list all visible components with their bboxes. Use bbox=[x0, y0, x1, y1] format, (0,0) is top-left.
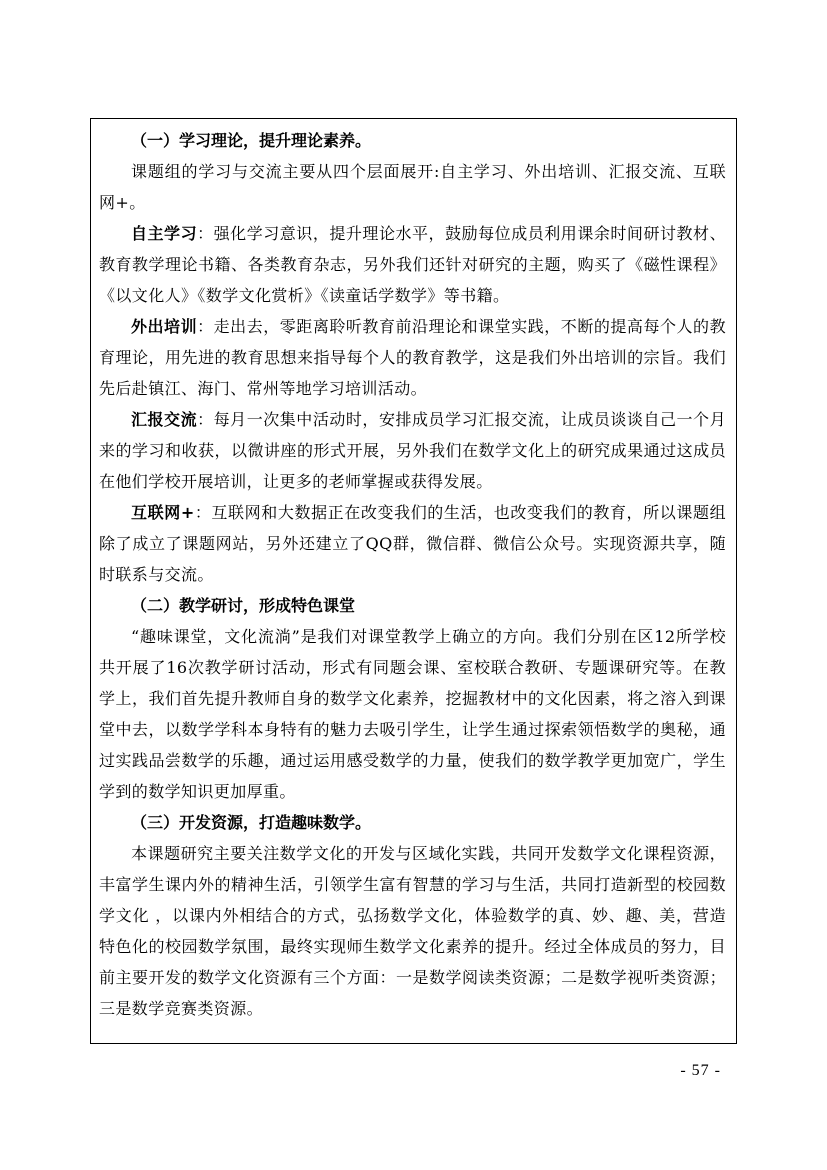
paragraph-training bbox=[99, 311, 726, 404]
lead-self-study: 自主学习 bbox=[131, 224, 198, 243]
page-number: - 57 - bbox=[680, 1062, 721, 1079]
text-report: ：每月一次集中活动时，安排成员学习汇报交流，让成员谈谈自己一个月来的学习和收获，以微讲座的形式开展，另外我们在数学文化上的研究成果通过这成员在他们学校开展培训，让更多的老师掌握或获得发展。 bbox=[99, 410, 726, 491]
paragraph-teaching: “趣味课堂，文化流淌”是我们对课堂教学上确立的方向。我们分别在区12所学校共开展了16次教学研讨活动，形式有同题会课、室校联合教研、专题课研究等。在教学上，我们首先提升教师自身的数学文化素养，挖掘教材中的文化因素，将之溶入到课堂中去，以数学学科本身特有的魅力去吸引学生，让学生通过探索领悟数学的奥秘，通过实践品尝数学的乐趣，通过运用感受数学的力量，使我们的数学教学更加宽广，学生学到的数学知识更加厚重。 bbox=[99, 627, 726, 801]
paragraph-report bbox=[99, 404, 726, 497]
section-heading-3: （三）开发资源，打造趣味数学。 bbox=[131, 813, 372, 832]
paragraph-internet bbox=[99, 497, 726, 590]
paragraph-self-study bbox=[99, 218, 726, 311]
paragraph-resources: 本课题研究主要关注数学文化的开发与区域化实践，共同开发数学文化课程资源，丰富学生课内外的精神生活，引领学生富有智慧的学习与生活，共同打造新型的校园数学文化 ，以课内外相结合的方式，弘扬数学文化，体验数学的真、妙、趣、美，营造特色化的校园数学氛围，最终实现师生数学文化素养的提升。经过全体成员的努力，目前主要开发的数学文化资源有三个方面：一是数学阅读类资源；二是数学视听类资源；三是数学竞赛类资源。 bbox=[99, 844, 726, 1018]
text-training: ：走出去，零距离聆听教育前沿理论和课堂实践，不断的提高每个人的教育理论，用先进的教育思想来指导每个人的教育教学，这是我们外出培训的宗旨。我们先后赴镇江、海门、常州等地学习培训活动。 bbox=[99, 317, 726, 398]
lead-report: 汇报交流 bbox=[131, 410, 198, 429]
section-heading-1: （一）学习理论，提升理论素养。 bbox=[131, 131, 372, 150]
content-frame bbox=[90, 118, 737, 1044]
paragraph-intro-1: 课题组的学习与交流主要从四个层面展开:自主学习、外出培训、汇报交流、互联网+。 bbox=[99, 162, 726, 212]
section-heading-2: （二）教学研讨，形成特色课堂 bbox=[131, 596, 356, 615]
text-internet: ：互联网和大数据正在改变我们的生活，也改变我们的教育，所以课题组除了成立了课题网站，另外还建立了QQ群，微信群、微信公众号。实现资源共享，随时联系与交流。 bbox=[99, 503, 726, 584]
lead-internet: 互联网+ bbox=[131, 503, 195, 522]
text-self-study: ：强化学习意识，提升理论水平，鼓励每位成员利用课余时间研讨教材、教育教学理论书籍、各类教育杂志，另外我们还针对研究的主题，购买了《磁性课程》《以文化人》《数学文化赏析》《读童话学数学》等书籍。 bbox=[99, 224, 726, 305]
document-body bbox=[99, 125, 726, 1024]
lead-training: 外出培训 bbox=[131, 317, 198, 336]
